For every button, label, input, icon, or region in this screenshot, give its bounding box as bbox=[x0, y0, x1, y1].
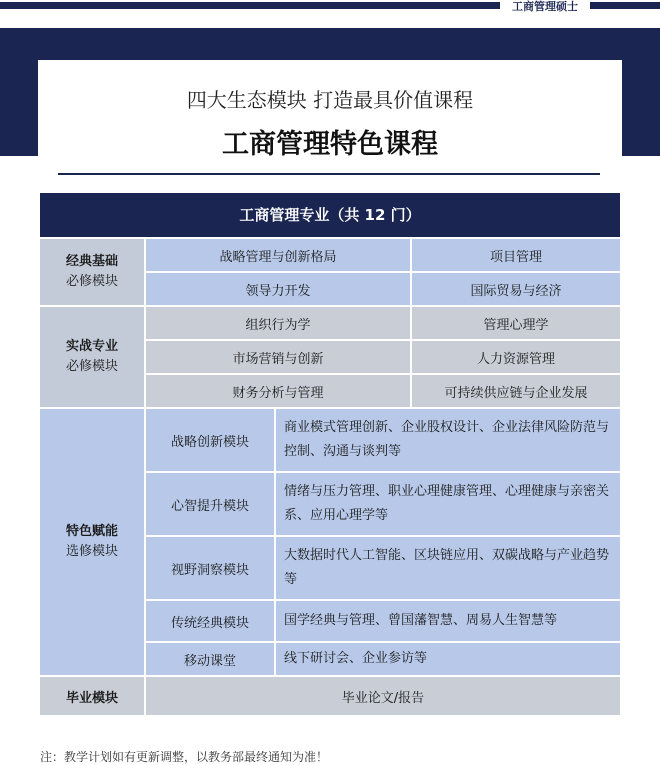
course-cell: 国际贸易与经济 bbox=[412, 273, 620, 305]
category-label: 选修模块 bbox=[65, 544, 118, 559]
course-cell: 可持续供应链与企业发展 bbox=[412, 375, 620, 407]
header-card bbox=[38, 60, 622, 180]
course-cell: 管理心理学 bbox=[412, 307, 620, 339]
module-desc: 国学经典与管理、曾国藩智慧、周易人生智慧等 bbox=[276, 601, 620, 641]
category-elective bbox=[40, 409, 144, 675]
category-label: 必修模块 bbox=[65, 359, 118, 374]
module-desc: 线下研讨会、企业参访等 bbox=[276, 643, 620, 675]
course-cell: 领导力开发 bbox=[146, 273, 410, 305]
module-name: 心智提升模块 bbox=[146, 473, 274, 535]
module-desc: 大数据时代人工智能、区块链应用、双碳战略与产业趋势等 bbox=[276, 537, 620, 599]
module-name: 传统经典模块 bbox=[146, 601, 274, 641]
category-graduation: 毕业模块 bbox=[40, 677, 144, 715]
course-cell: 战略管理与创新格局 bbox=[146, 239, 410, 271]
course-cell: 项目管理 bbox=[412, 239, 620, 271]
module-name: 移动课堂 bbox=[146, 643, 274, 675]
category-required-practical bbox=[40, 307, 144, 407]
page-subtitle: 四大生态模块 打造最具价值课程 bbox=[186, 88, 474, 112]
category-label-bold: 实战专业 bbox=[65, 339, 118, 354]
header-divider bbox=[58, 173, 600, 175]
category-label-bold: 特色赋能 bbox=[65, 524, 118, 539]
course-cell: 市场营销与创新 bbox=[146, 341, 410, 373]
course-cell: 人力资源管理 bbox=[412, 341, 620, 373]
footnote: 注：教学计划如有更新调整，以教务部最终通知为准！ bbox=[40, 750, 329, 764]
category-label-bold: 经典基础 bbox=[65, 254, 118, 269]
brand-label: 工商管理硕士 bbox=[512, 0, 578, 13]
course-cell: 财务分析与管理 bbox=[146, 375, 410, 407]
graduation-content: 毕业论文/报告 bbox=[146, 677, 620, 715]
module-desc: 情绪与压力管理、职业心理健康管理、心理健康与亲密关系、应用心理学等 bbox=[276, 473, 620, 535]
top-bar-right bbox=[590, 2, 660, 9]
page-title: 工商管理特色课程 bbox=[222, 129, 438, 160]
table-heading: 工商管理专业（共 12 门） bbox=[40, 193, 620, 237]
course-cell: 组织行为学 bbox=[146, 307, 410, 339]
module-name: 战略创新模块 bbox=[146, 409, 274, 471]
module-desc: 商业模式管理创新、企业股权设计、企业法律风险防范与控制、沟通与谈判等 bbox=[276, 409, 620, 471]
category-label: 必修模块 bbox=[65, 274, 118, 289]
module-name: 视野洞察模块 bbox=[146, 537, 274, 599]
category-required-basic bbox=[40, 239, 144, 305]
top-bar-left bbox=[0, 2, 500, 9]
